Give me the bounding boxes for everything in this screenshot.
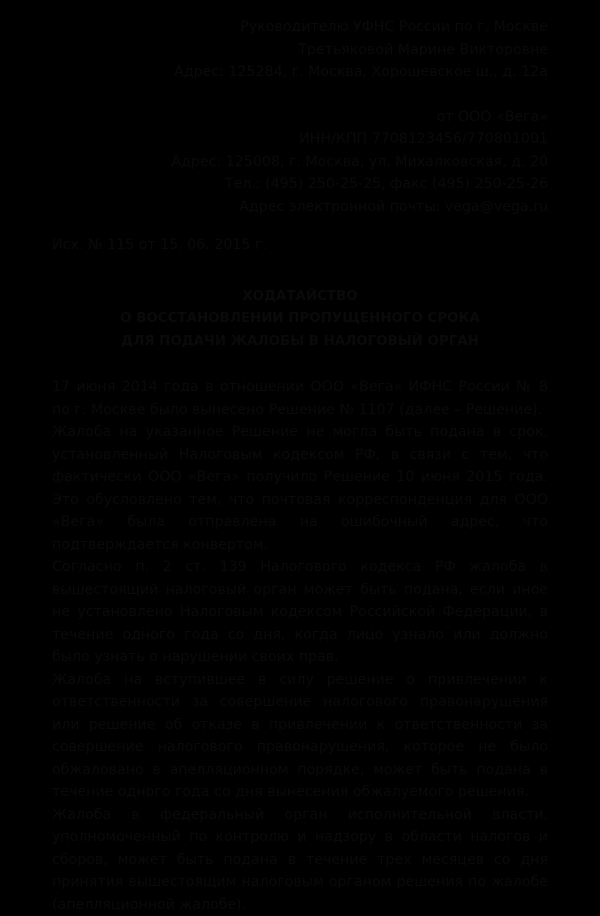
addressee-name: Третьяковой Марине Викторовне bbox=[52, 39, 548, 62]
document-title bbox=[52, 286, 548, 354]
sender-phone: Тел.: (495) 250-25-25, факс (495) 250-25-26 bbox=[52, 173, 548, 196]
addressee-address: Адрес: 125284, г. Москва, Хорошевское ш., д. 12а bbox=[52, 61, 548, 84]
body-paragraph: Жалоба на вступившее в силу решение о привлечении к ответственности за совершение налогового правонарушения или решение об отказе в привлечении к ответственности за совершение налогового правонарушения, которое не было обжаловано в апелляционном порядке, может быть подана в течение одного года со дня вынесения обжалуемого решения. bbox=[52, 669, 548, 804]
body-paragraph: Жалоба на указанное Решение не могла быть подана в срок, установленный Налоговым кодексом РФ, в связи с тем, что фактически ООО «Вега» получило Решение 10 июня 2015 года. Это обусловлено тем, что почтовая корреспонденция для ООО «Вега» была отправлена на ошибочный адрес, что подтверждается конвертом. bbox=[52, 421, 548, 556]
body-paragraph: Согласно п. 2 ст. 139 Налогового кодекса РФ жалоба в вышестоящий налоговый орган может быть подана, если иное не установлено Налоговым кодексом Российской Федерации, в течение одного года со дня, когда лицо узнало или должно было узнать о нарушении своих прав. bbox=[52, 556, 548, 669]
title-line-1: ХОДАТАЙСТВО bbox=[52, 286, 548, 309]
outgoing-reference: Исх. № 115 от 15. 06. 2015 г. bbox=[52, 234, 548, 257]
spacer bbox=[52, 84, 548, 106]
sender-address: Адрес: 125008, г. Москва, ул. Михалковская, д. 20 bbox=[52, 151, 548, 174]
sender-email: Адрес электронной почты: vega@vega.ru bbox=[52, 196, 548, 219]
body-paragraph: Жалоба в федеральный орган исполнительной власти, уполномоченный по контролю и надзору в области налогов и сборов, может быть подана в течение трех месяцев со дня принятия вышестоящим налоговым органом решения по жалобе (апелляционной жалобе). bbox=[52, 804, 548, 916]
document-body bbox=[52, 376, 548, 916]
title-line-2: О ВОССТАНОВЛЕНИИ ПРОПУЩЕННОГО СРОКА bbox=[52, 308, 548, 331]
sender-name: от ООО «Вега» bbox=[52, 106, 548, 129]
sender-inn-kpp: ИНН/КПП 7708123456/770801001 bbox=[52, 128, 548, 151]
title-line-3: ДЛЯ ПОДАЧИ ЖАЛОБЫ В НАЛОГОВЫЙ ОРГАН bbox=[52, 331, 548, 354]
addressee-position: Руководителю УФНС России по г. Москве bbox=[52, 16, 548, 39]
addressee-block bbox=[52, 16, 548, 218]
body-paragraph: 17 июня 2014 года в отношении ООО «Вега» ИФНС России № 8 по г. Москве было вынесено Решение № 1107 (далее – Решение). bbox=[52, 376, 548, 421]
